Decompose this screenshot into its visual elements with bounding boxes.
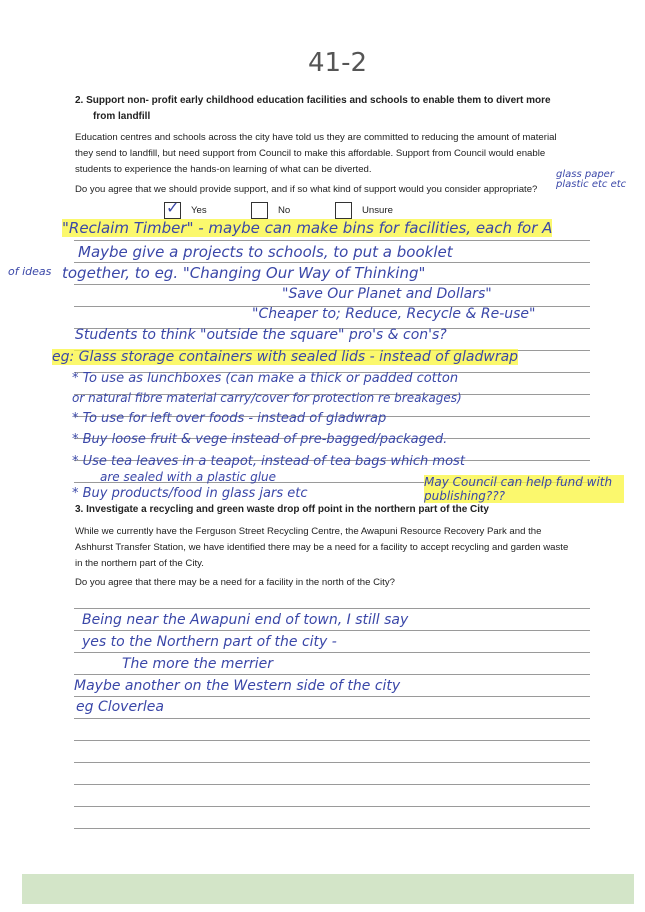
section3-para-line1: While we currently have the Ferguson Street Recycling Centre, the Awapuni Resource Recovery Park and the (75, 526, 542, 537)
section2-heading (75, 93, 551, 125)
margin-note-materials: glass paper plastic etc etc (556, 169, 627, 190)
answer2-line4: "Save Our Planet and Dollars" (282, 286, 492, 302)
answer2-line10: * To use for left over foods - instead of gladwrap (72, 411, 387, 426)
section2-paragraph (75, 130, 557, 178)
section2-heading-line1: 2. Support non- profit early childhood education facilities and schools to enable them to divert more (75, 95, 551, 106)
answer2-line7 (52, 349, 518, 365)
yes-checkmark: ✓ (166, 198, 180, 217)
section2-para-line3: students to experience the hands-on learning of what can be diverted. (75, 164, 372, 175)
answer3-line4: Maybe another on the Western side of the city (74, 678, 401, 694)
answer3-line2: yes to the Northern part of the city - (82, 634, 337, 650)
section3-paragraph (75, 524, 568, 572)
unsure-label: Unsure (362, 205, 393, 216)
answer3-line1: Being near the Awapuni end of town, I still say (82, 612, 409, 628)
yes-label: Yes (191, 205, 207, 216)
answer2-line14: * Buy products/food in glass jars etc (72, 486, 308, 501)
footer-band (22, 874, 634, 904)
margin-note-ideas: of ideas (8, 265, 52, 278)
section3-para-line2: Ashhurst Transfer Station, we have identified there may be a need for a facility to accept recycling and garden waste (75, 542, 569, 553)
no-checkbox[interactable] (251, 202, 268, 219)
answer2-line6: Students to think "outside the square" pro's & con's? (75, 327, 447, 343)
answer2-line2: Maybe give a projects to schools, to put a booklet (78, 243, 453, 261)
answer2-line13: are sealed with a plastic glue (100, 470, 277, 484)
answer2-line12: * Use tea leaves in a teapot, instead of tea bags which most (72, 454, 465, 469)
answer2-line11: * Buy loose fruit & vege instead of pre-bagged/packaged. (72, 432, 448, 447)
answer2-line9: or natural fibre material carry/cover for protection re breakages) (72, 391, 462, 405)
answer2-line7-text: eg: Glass storage containers with sealed lids - instead of gladwrap (52, 349, 519, 365)
section3-question: Do you agree that there may be a need for a facility in the north of the City? (75, 577, 395, 588)
answer3-line5: eg Cloverlea (76, 699, 164, 715)
section2-para-line2: they send to landfill, but need support from Council to make this affordable. Support from Council would enable (75, 148, 546, 159)
unsure-checkbox[interactable] (335, 202, 352, 219)
yes-checkbox[interactable] (164, 198, 181, 219)
section2-heading-line2: from landfill (93, 111, 151, 122)
answer3-line3: The more the merrier (122, 656, 273, 672)
section3-heading: 3. Investigate a recycling and green waste drop off point in the northern part of the City (75, 504, 489, 515)
answer2-line3: together, to eg. "Changing Our Way of Thinking" (62, 264, 426, 282)
section3-para-line3: in the northern part of the City. (75, 558, 204, 569)
answer2-line8: * To use as lunchboxes (can make a thick or padded cotton (72, 371, 459, 386)
section2-para-line1: Education centres and schools across the city have told us they are committed to reducing the amount of material (75, 132, 557, 143)
answer2-line1: "Reclaim Timber" - maybe can make bins for facilities, each for A (62, 219, 553, 237)
no-label: No (278, 205, 291, 216)
page-number: 41-2 (308, 48, 368, 78)
answer2-line5: "Cheaper to; Reduce, Recycle & Re-use" (252, 306, 536, 322)
council-help-note: May Council can help fund with publishing??? (424, 475, 624, 503)
section2-question: Do you agree that we should provide support, and if so what kind of support would you consider appropriate? (75, 184, 538, 195)
